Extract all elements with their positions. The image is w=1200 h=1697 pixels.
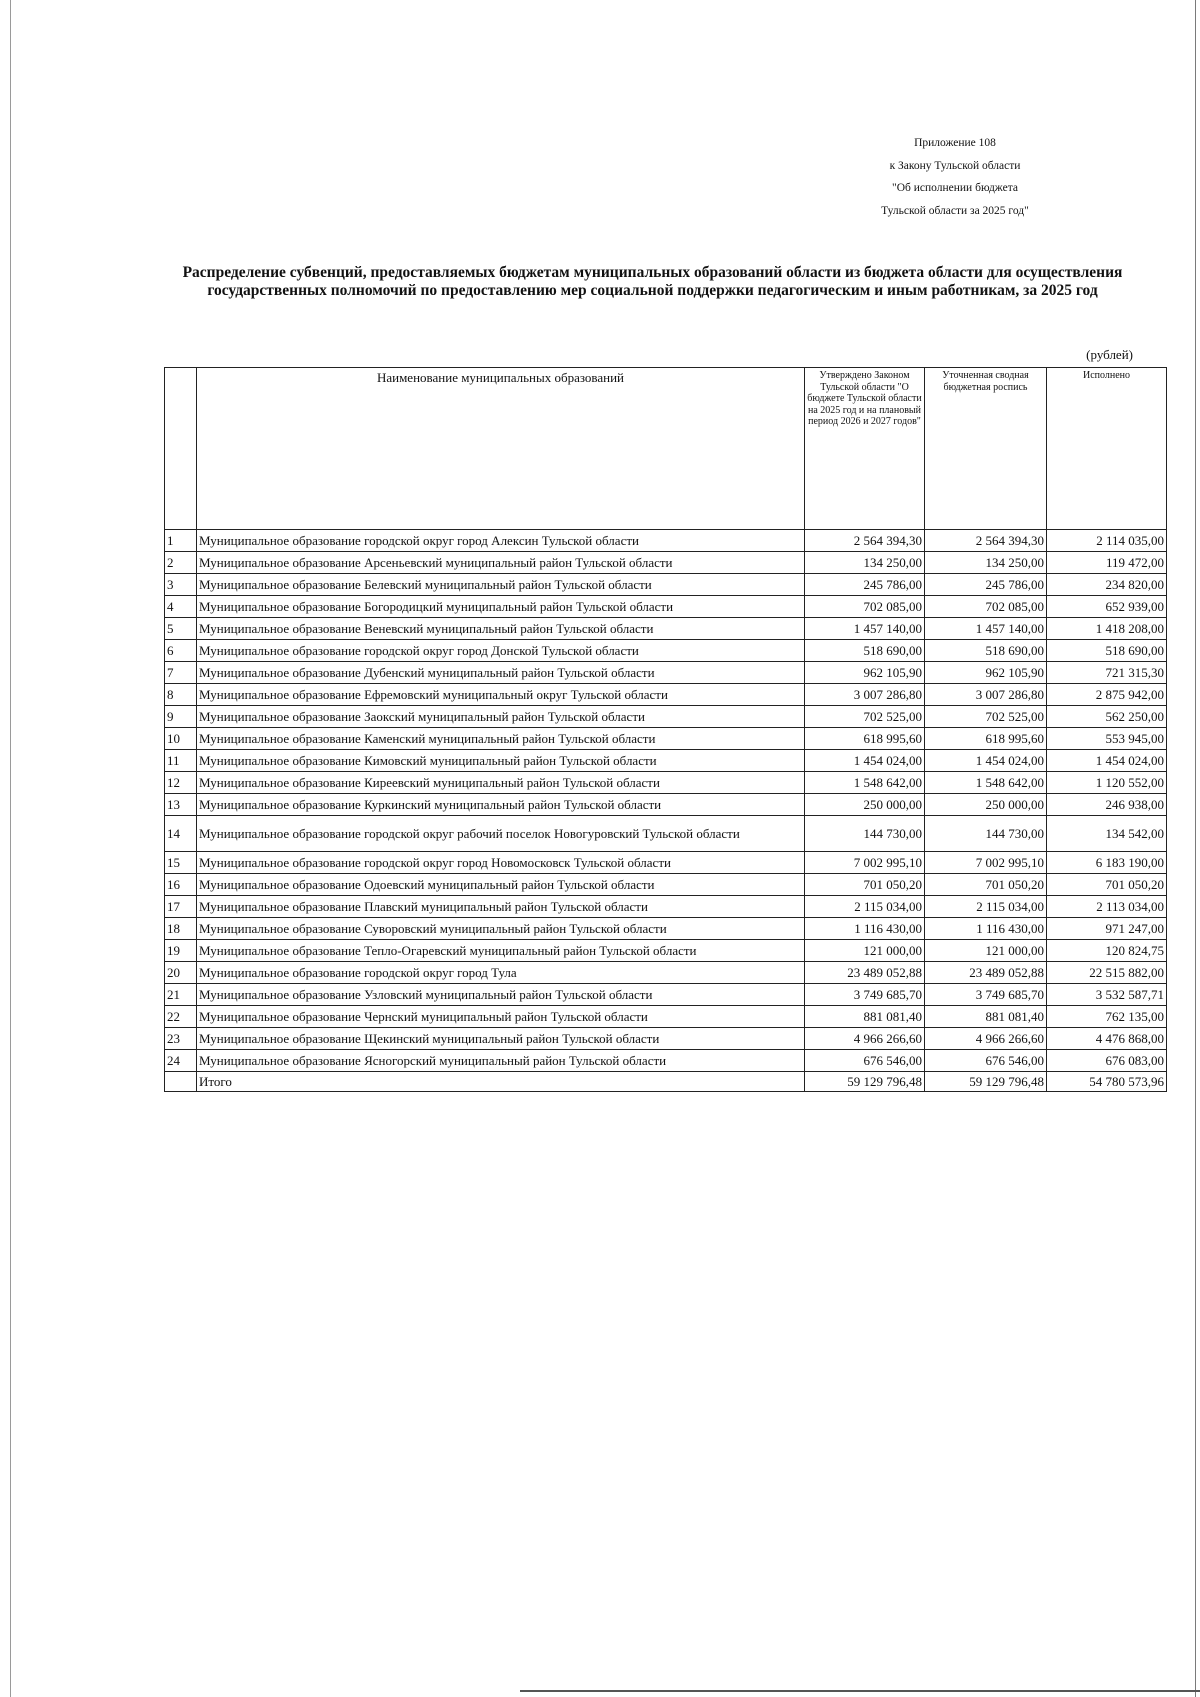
header-revised: Уточненная сводная бюджетная роспись [925,368,1047,530]
total-cell-revised: 59 129 796,48 [925,1072,1047,1092]
table-row [165,794,1167,816]
cell-number: 22 [165,1006,197,1028]
cell-number: 10 [165,728,197,750]
cell-approved: 1 548 642,00 [805,772,925,794]
cell-number: 5 [165,618,197,640]
header-approved: Утверждено Законом Тульской области "О бюджете Тульской области на 2025 год и на плановый период 2026 и 2027 годов" [805,368,925,530]
cell-revised: 702 525,00 [925,706,1047,728]
subventions-table [164,367,1167,1092]
cell-executed: 134 542,00 [1047,816,1167,852]
table-row [165,618,1167,640]
cell-name: Муниципальное образование городской округ город Новомосковск Тульской области [197,852,805,874]
cell-revised: 134 250,00 [925,552,1047,574]
cell-revised: 2 115 034,00 [925,896,1047,918]
total-cell-approved: 59 129 796,48 [805,1072,925,1092]
cell-name: Муниципальное образование Киреевский муниципальный район Тульской области [197,772,805,794]
cell-approved: 701 050,20 [805,874,925,896]
cell-number: 14 [165,816,197,852]
cell-executed: 721 315,30 [1047,662,1167,684]
cell-name: Муниципальное образование Суворовский муниципальный район Тульской области [197,918,805,940]
cell-executed: 562 250,00 [1047,706,1167,728]
cell-name: Муниципальное образование Узловский муниципальный район Тульской области [197,984,805,1006]
cell-executed: 3 532 587,71 [1047,984,1167,1006]
cell-revised: 881 081,40 [925,1006,1047,1028]
cell-approved: 676 546,00 [805,1050,925,1072]
scan-right-edge [1195,0,1196,1697]
cell-approved: 962 105,90 [805,662,925,684]
cell-number: 21 [165,984,197,1006]
cell-executed: 4 476 868,00 [1047,1028,1167,1050]
appendix-line-4: Тульской области за 2025 год" [881,204,1029,217]
cell-approved: 3 749 685,70 [805,984,925,1006]
cell-approved: 518 690,00 [805,640,925,662]
cell-revised: 245 786,00 [925,574,1047,596]
cell-revised: 3 007 286,80 [925,684,1047,706]
cell-number: 19 [165,940,197,962]
table-row [165,874,1167,896]
cell-number: 20 [165,962,197,984]
cell-name: Муниципальное образование Белевский муниципальный район Тульской области [197,574,805,596]
table-row [165,574,1167,596]
cell-name: Муниципальное образование городской округ город Тула [197,962,805,984]
cell-revised: 144 730,00 [925,816,1047,852]
cell-name: Муниципальное образование Плавский муниципальный район Тульской области [197,896,805,918]
cell-name: Муниципальное образование Каменский муниципальный район Тульской области [197,728,805,750]
cell-revised: 518 690,00 [925,640,1047,662]
cell-number: 2 [165,552,197,574]
cell-revised: 4 966 266,60 [925,1028,1047,1050]
appendix-header [820,132,1090,222]
cell-revised: 3 749 685,70 [925,984,1047,1006]
cell-executed: 762 135,00 [1047,1006,1167,1028]
table-row [165,918,1167,940]
cell-approved: 250 000,00 [805,794,925,816]
table-row [165,1050,1167,1072]
table-header-row [165,368,1167,530]
cell-approved: 3 007 286,80 [805,684,925,706]
cell-revised: 962 105,90 [925,662,1047,684]
cell-number: 24 [165,1050,197,1072]
cell-executed: 6 183 190,00 [1047,852,1167,874]
cell-number: 16 [165,874,197,896]
cell-revised: 1 457 140,00 [925,618,1047,640]
cell-approved: 702 525,00 [805,706,925,728]
cell-name: Муниципальное образование Чернский муниципальный район Тульской области [197,1006,805,1028]
cell-approved: 23 489 052,88 [805,962,925,984]
cell-number: 1 [165,530,197,552]
cell-number: 12 [165,772,197,794]
cell-approved: 121 000,00 [805,940,925,962]
table-row [165,1028,1167,1050]
cell-number: 13 [165,794,197,816]
cell-revised: 702 085,00 [925,596,1047,618]
cell-name: Муниципальное образование Одоевский муниципальный район Тульской области [197,874,805,896]
cell-name: Муниципальное образование Куркинский муниципальный район Тульской области [197,794,805,816]
header-name: Наименование муниципальных образований [197,368,805,530]
cell-executed: 1 454 024,00 [1047,750,1167,772]
total-cell-number [165,1072,197,1092]
cell-name: Муниципальное образование Щекинский муниципальный район Тульской области [197,1028,805,1050]
header-number [165,368,197,530]
cell-executed: 2 114 035,00 [1047,530,1167,552]
cell-executed: 676 083,00 [1047,1050,1167,1072]
cell-revised: 618 995,60 [925,728,1047,750]
table-row [165,728,1167,750]
cell-name: Муниципальное образование Кимовский муниципальный район Тульской области [197,750,805,772]
cell-name: Муниципальное образование Арсеньевский муниципальный район Тульской области [197,552,805,574]
cell-approved: 7 002 995,10 [805,852,925,874]
cell-number: 9 [165,706,197,728]
cell-approved: 1 457 140,00 [805,618,925,640]
cell-approved: 4 966 266,60 [805,1028,925,1050]
cell-executed: 246 938,00 [1047,794,1167,816]
table-row [165,1006,1167,1028]
cell-executed: 120 824,75 [1047,940,1167,962]
cell-approved: 245 786,00 [805,574,925,596]
cell-revised: 1 548 642,00 [925,772,1047,794]
cell-executed: 22 515 882,00 [1047,962,1167,984]
cell-executed: 971 247,00 [1047,918,1167,940]
table-row [165,750,1167,772]
cell-number: 11 [165,750,197,772]
cell-revised: 7 002 995,10 [925,852,1047,874]
cell-number: 8 [165,684,197,706]
cell-name: Муниципальное образование Дубенский муниципальный район Тульской области [197,662,805,684]
table-total-row [165,1072,1167,1092]
cell-revised: 676 546,00 [925,1050,1047,1072]
table-row [165,552,1167,574]
cell-revised: 2 564 394,30 [925,530,1047,552]
appendix-line-2: к Закону Тульской области [889,159,1021,172]
scan-bottom-edge [520,1690,1200,1692]
table-row [165,940,1167,962]
table-row [165,852,1167,874]
table-row [165,706,1167,728]
cell-number: 4 [165,596,197,618]
cell-name: Муниципальное образование Ясногорский муниципальный район Тульской области [197,1050,805,1072]
cell-approved: 134 250,00 [805,552,925,574]
cell-approved: 2 564 394,30 [805,530,925,552]
cell-executed: 553 945,00 [1047,728,1167,750]
cell-revised: 23 489 052,88 [925,962,1047,984]
header-executed: Исполнено [1047,368,1167,530]
table-row [165,772,1167,794]
cell-revised: 1 454 024,00 [925,750,1047,772]
cell-number: 15 [165,852,197,874]
cell-name: Муниципальное образование Ефремовский муниципальный округ Тульской области [197,684,805,706]
units-label: (рублей) [1086,347,1133,362]
cell-executed: 2 113 034,00 [1047,896,1167,918]
table-row [165,984,1167,1006]
cell-executed: 701 050,20 [1047,874,1167,896]
cell-executed: 652 939,00 [1047,596,1167,618]
cell-executed: 1 418 208,00 [1047,618,1167,640]
cell-revised: 1 116 430,00 [925,918,1047,940]
table-row [165,896,1167,918]
cell-executed: 1 120 552,00 [1047,772,1167,794]
cell-executed: 234 820,00 [1047,574,1167,596]
appendix-line-1: Приложение 108 [914,137,996,149]
cell-approved: 2 115 034,00 [805,896,925,918]
cell-name: Муниципальное образование городской округ город Донской Тульской области [197,640,805,662]
cell-revised: 121 000,00 [925,940,1047,962]
cell-name: Муниципальное образование городской округ город Алексин Тульской области [197,530,805,552]
cell-revised: 250 000,00 [925,794,1047,816]
table-row [165,684,1167,706]
document-title: Распределение субвенций, предоставляемых бюджетам муниципальных образований области из бюджета области для осуществления государственных полномочий по предоставлению мер социальной поддержки педагогическим и иным работникам, за 2025 год [182,264,1123,299]
total-cell-executed: 54 780 573,96 [1047,1072,1167,1092]
cell-approved: 618 995,60 [805,728,925,750]
appendix-line-3: "Об исполнении бюджета [892,182,1018,194]
cell-name: Муниципальное образование Заокский муниципальный район Тульской области [197,706,805,728]
cell-approved: 881 081,40 [805,1006,925,1028]
cell-number: 6 [165,640,197,662]
cell-number: 7 [165,662,197,684]
table-row [165,596,1167,618]
total-cell-name: Итого [197,1072,805,1092]
cell-revised: 701 050,20 [925,874,1047,896]
cell-approved: 702 085,00 [805,596,925,618]
cell-name: Муниципальное образование Богородицкий муниципальный район Тульской области [197,596,805,618]
cell-executed: 518 690,00 [1047,640,1167,662]
cell-approved: 1 116 430,00 [805,918,925,940]
table-row [165,816,1167,852]
table-row [165,530,1167,552]
cell-number: 18 [165,918,197,940]
cell-name: Муниципальное образование городской округ рабочий поселок Новогуровский Тульской области [197,816,805,852]
cell-executed: 119 472,00 [1047,552,1167,574]
cell-executed: 2 875 942,00 [1047,684,1167,706]
cell-number: 17 [165,896,197,918]
cell-number: 3 [165,574,197,596]
table-row [165,962,1167,984]
table-row [165,662,1167,684]
cell-name: Муниципальное образование Тепло-Огаревский муниципальный район Тульской области [197,940,805,962]
cell-number: 23 [165,1028,197,1050]
cell-approved: 1 454 024,00 [805,750,925,772]
table-row [165,640,1167,662]
cell-name: Муниципальное образование Веневский муниципальный район Тульской области [197,618,805,640]
cell-approved: 144 730,00 [805,816,925,852]
scan-left-edge [10,0,11,1697]
